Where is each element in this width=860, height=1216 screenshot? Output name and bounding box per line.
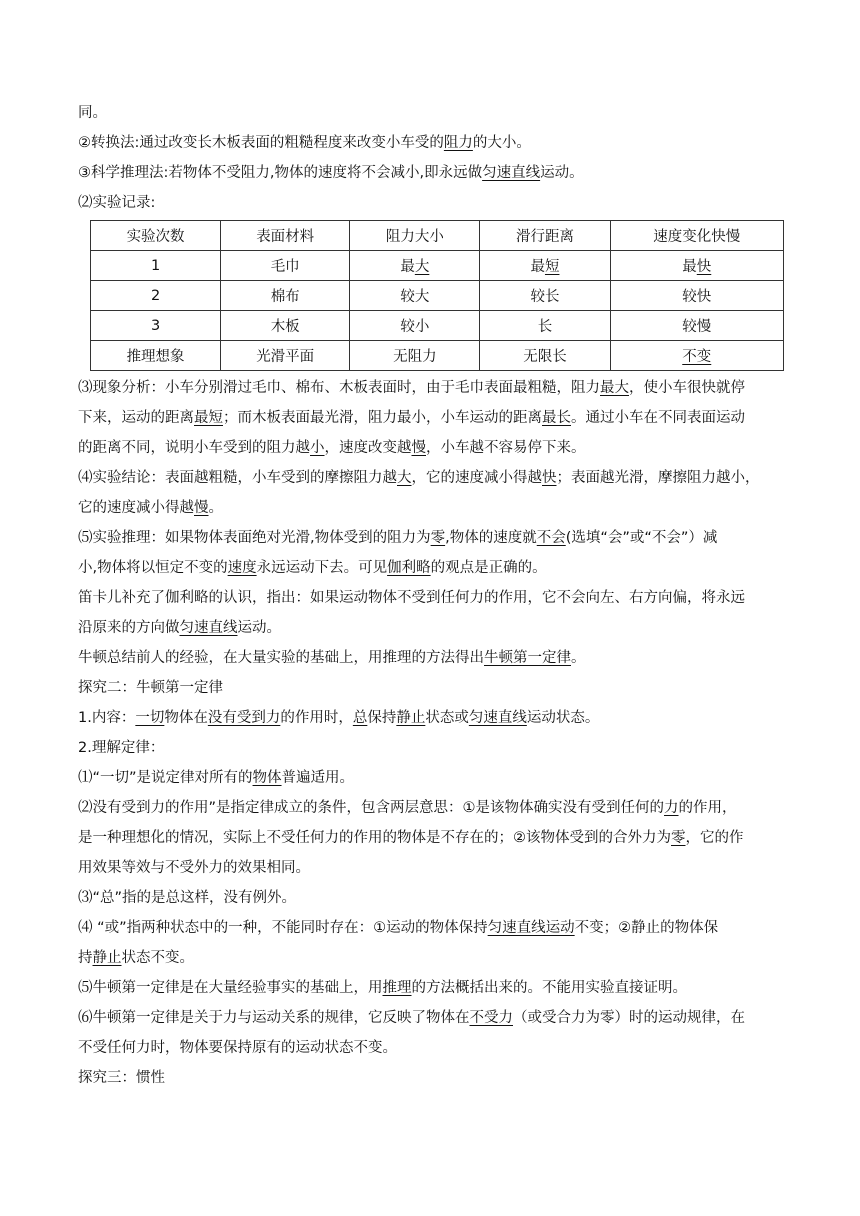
text-segment: 不变；②静止的物体保 <box>574 920 719 936</box>
text-segment: 1.内容： <box>78 710 136 726</box>
text-segment: 毛巾 <box>270 259 300 275</box>
table-header-cell: 滑行距离 <box>480 221 610 251</box>
answer-blank: 不会 <box>536 530 566 546</box>
section-heading: 探究三：惯性 <box>78 1070 165 1086</box>
text-segment: 2 <box>150 287 161 304</box>
text-segment: 它的速度减小得越 <box>78 500 194 516</box>
table-cell <box>221 251 350 281</box>
text-line <box>78 943 784 973</box>
answer-blank: 静止 <box>92 950 122 966</box>
text-line <box>78 493 784 523</box>
answer-blank: 零 <box>430 530 446 546</box>
answer-blank: 最大 <box>600 380 629 396</box>
answer-blank: 速度 <box>227 560 257 576</box>
text-segment: 棉布 <box>270 289 300 305</box>
text-line <box>78 1003 784 1033</box>
text-line <box>78 643 784 673</box>
text-segment: ；而木板表面最光滑，阻力最小，小车运动的距离 <box>223 410 542 426</box>
text-segment: ⑷ “或”指两种状态中的一种，不能同时存在：①运动的物体保持 <box>78 920 488 936</box>
table-cell <box>221 311 350 341</box>
text-segment: 的大小。 <box>472 135 531 151</box>
text-segment: 小,物体将以恒定不变的 <box>78 560 228 576</box>
answer-blank: 慢 <box>411 440 426 456</box>
answer-blank: 大 <box>397 470 412 486</box>
text-segment: 。 <box>208 500 223 516</box>
text-segment: ；表面越光滑，摩擦阻力越小， <box>556 470 760 486</box>
text-segment: 状态或 <box>425 710 469 726</box>
text-segment: 最 <box>400 259 415 275</box>
table-cell <box>91 311 221 341</box>
table-header-row <box>91 221 784 251</box>
table-cell <box>350 311 480 341</box>
section-label: ⑵实验记录: <box>78 195 156 211</box>
table-row <box>91 251 784 281</box>
text-segment: 无阻力 <box>393 349 437 365</box>
text-segment: ⑹牛顿第一定律是关于力与运动关系的规律，它反映了物体在 <box>78 1010 470 1026</box>
table-header-cell: 实验次数 <box>91 221 221 251</box>
text-line <box>78 913 784 943</box>
text-segment: ③科学推理法:若物体不受阻力,物体的速度将不会减小,即永远做 <box>78 165 483 181</box>
answer-blank: 不受力 <box>469 1010 513 1026</box>
text-segment: 持 <box>78 950 93 966</box>
answer-blank: 匀速直线 <box>179 620 238 636</box>
text-segment: ,物体的速度就 <box>445 530 537 546</box>
document-body <box>78 98 784 1093</box>
text-segment: ⑷实验结论：表面越粗糙，小车受到的摩擦阻力越 <box>78 470 397 486</box>
text-line <box>78 553 784 583</box>
table-cell <box>480 251 610 281</box>
text-segment: 普遍适用。 <box>281 770 355 786</box>
text-line <box>78 703 784 733</box>
text-line <box>78 523 784 553</box>
answer-blank: 快 <box>542 470 557 486</box>
answer-blank: 慢 <box>194 500 209 516</box>
text-segment: 3 <box>150 317 161 334</box>
table-cell <box>610 281 783 311</box>
table-cell <box>91 281 221 311</box>
table-row <box>91 311 784 341</box>
text-segment: ②转换法:通过改变长木板表面的粗糙程度来改变小车受的 <box>78 135 444 151</box>
text-segment: 光滑平面 <box>256 349 315 365</box>
answer-blank: 匀速直线 <box>482 165 541 181</box>
text-segment: 较快 <box>682 289 712 305</box>
text-segment: 下来，运动的距离 <box>78 410 194 426</box>
table-cell <box>350 251 480 281</box>
text-segment: 的作用， <box>678 800 737 816</box>
text-segment: 最 <box>682 259 697 275</box>
answer-blank: 最长 <box>542 410 571 426</box>
table-cell <box>480 281 610 311</box>
text-segment: ⑴“一切”是说定律对所有的 <box>78 770 253 786</box>
text-line: 同。 <box>78 105 107 121</box>
answer-blank: 伽利略 <box>387 560 431 576</box>
text-line <box>78 433 784 463</box>
answer-blank: 零 <box>671 830 686 846</box>
answer-blank: 没有受到力 <box>207 710 281 726</box>
answer-blank: 匀速直线运动 <box>487 920 575 936</box>
text-line <box>78 128 784 158</box>
text-line <box>78 403 784 433</box>
text-segment: 牛顿总结前人的经验，在大量实验的基础上，用推理的方法得出 <box>78 650 484 666</box>
table-cell <box>610 311 783 341</box>
text-line <box>78 373 784 403</box>
text-segment: 运动状态。 <box>526 710 600 726</box>
table-cell <box>480 311 610 341</box>
experiment-record-table <box>90 220 784 371</box>
table-cell <box>91 341 221 371</box>
text-segment: 运动。 <box>237 620 281 636</box>
text-segment: （或受合力为零）时的运动规律，在 <box>513 1010 745 1026</box>
table-row <box>91 341 784 371</box>
table-cell <box>221 281 350 311</box>
table-cell <box>91 251 221 281</box>
text-line <box>78 463 784 493</box>
text-segment: 较小 <box>400 319 430 335</box>
table-header-cell: 阻力大小 <box>350 221 480 251</box>
text-line: 笛卡儿补充了伽利略的认识，指出：如果运动物体不受到任何力的作用，它不会向左、右方向偏，将永远 <box>78 590 745 606</box>
answer-blank: 静止 <box>396 710 426 726</box>
answer-blank: 小 <box>310 440 325 456</box>
answer-blank: 匀速直线 <box>468 710 527 726</box>
table-cell <box>610 251 783 281</box>
text-line <box>78 793 784 823</box>
text-segment: 较长 <box>530 289 560 305</box>
text-segment: 保持 <box>367 710 397 726</box>
text-segment: 的观点是正确的。 <box>430 560 547 576</box>
text-line: 2.理解定律： <box>78 740 165 756</box>
text-segment: ，使小车很快就停 <box>629 380 745 396</box>
table-header-cell: 表面材料 <box>221 221 350 251</box>
answer-blank: 大 <box>414 259 430 275</box>
answer-blank: 总 <box>352 710 368 726</box>
text-segment: 沿原来的方向做 <box>78 620 180 636</box>
answer-blank: 一切 <box>135 710 165 726</box>
text-line: 不受任何力时，物体要保持原有的运动状态不变。 <box>78 1040 397 1056</box>
text-segment: 。 <box>571 650 586 666</box>
text-segment: 运动。 <box>540 165 584 181</box>
answer-blank: 最短 <box>194 410 223 426</box>
answer-blank: 快 <box>696 259 712 275</box>
text-segment: ⑵没有受到力的作用”是指定律成立的条件，包含两层意思：①是该物体确实没有受到任何的 <box>78 800 665 816</box>
text-segment: 状态不变。 <box>121 950 194 966</box>
section-heading: 探究二：牛顿第一定律 <box>78 680 223 696</box>
text-line: 用效果等效与不受外力的效果相同。 <box>78 860 310 876</box>
text-segment: 物体在 <box>164 710 208 726</box>
answer-blank: 力 <box>664 800 679 816</box>
text-segment: 推理想象 <box>126 349 185 365</box>
table-cell <box>350 341 480 371</box>
table-row <box>91 281 784 311</box>
text-segment: 的方法概括出来的。不能用实验直接证明。 <box>411 980 687 996</box>
text-segment: 。通过小车在不同表面运动 <box>571 410 745 426</box>
text-segment: ，它的作 <box>685 830 744 846</box>
text-line <box>78 613 784 643</box>
text-segment: 1 <box>150 257 161 274</box>
text-line <box>78 973 784 1003</box>
text-segment: ⑸实验推理：如果物体表面绝对光滑,物体受到的阻力为 <box>78 530 431 546</box>
text-line <box>78 823 784 853</box>
text-segment: 的作用时， <box>280 710 353 726</box>
text-segment: 的距离不同，说明小车受到的阻力越 <box>78 440 310 456</box>
answer-blank: 物体 <box>252 770 282 786</box>
table-cell <box>480 341 610 371</box>
table-header-cell: 速度变化快慢 <box>610 221 783 251</box>
answer-blank: 短 <box>544 259 560 275</box>
text-segment: 木板 <box>270 319 300 335</box>
answer-blank: 牛顿第一定律 <box>484 650 571 666</box>
table-cell <box>610 341 783 371</box>
text-line <box>78 763 784 793</box>
text-segment: 无限长 <box>523 349 567 365</box>
answer-blank: 推理 <box>382 980 412 996</box>
text-segment: 最 <box>530 259 545 275</box>
text-line: ⑶“总”指的是总这样，没有例外。 <box>78 890 297 906</box>
text-segment: 长 <box>537 319 553 335</box>
answer-blank: 不变 <box>682 349 712 365</box>
answer-blank: 阻力 <box>443 135 473 151</box>
text-segment: ⑸牛顿第一定律是在大量经验事实的基础上，用 <box>78 980 383 996</box>
text-segment: ，小车越不容易停下来。 <box>426 440 586 456</box>
text-segment: ，速度改变越 <box>324 440 412 456</box>
text-segment: ⑶现象分析：小车分别滑过毛巾、棉布、木板表面时，由于毛巾表面最粗糙，阻力 <box>78 380 600 396</box>
table-cell <box>350 281 480 311</box>
text-segment: ，它的速度减小得越 <box>411 470 542 486</box>
text-segment: (选填“会”或“不会”）减 <box>565 530 718 546</box>
text-segment: 较慢 <box>682 319 712 335</box>
text-line <box>78 158 784 188</box>
text-segment: 永远运动下去。可见 <box>256 560 388 576</box>
text-segment: 较大 <box>400 289 430 305</box>
text-segment: 是一种理想化的情况，实际上不受任何力的作用的物体是不存在的；②该物体受到的合外力为 <box>78 830 671 846</box>
table-cell <box>221 341 350 371</box>
